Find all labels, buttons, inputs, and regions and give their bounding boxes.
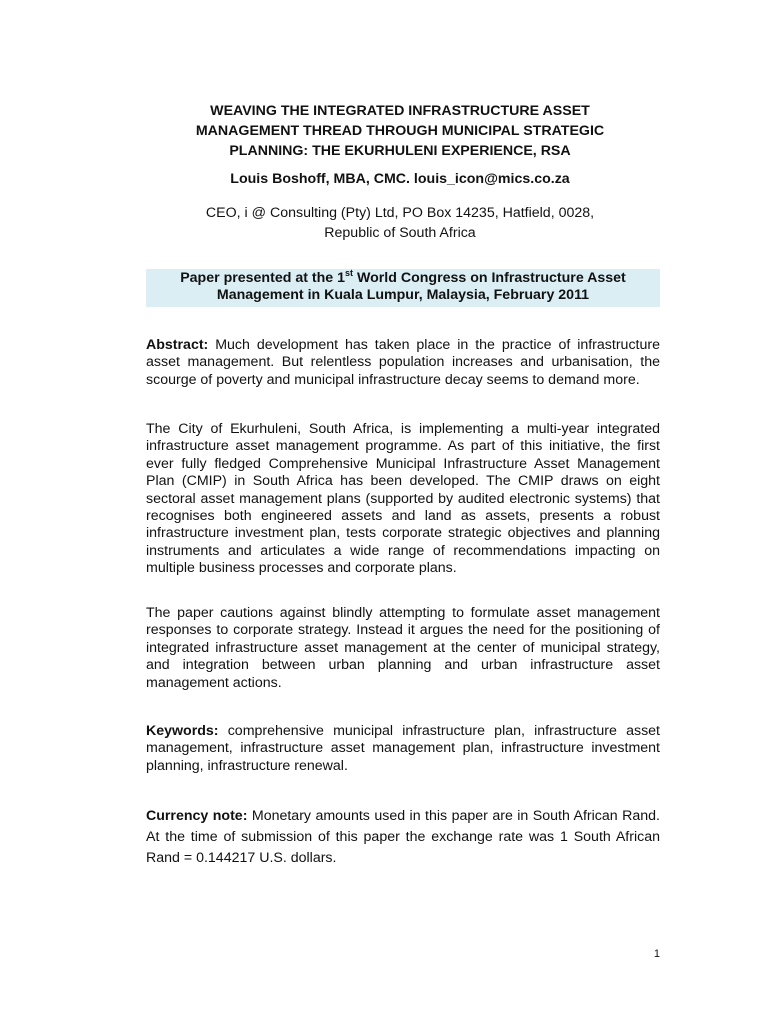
author-line: Louis Boshoff, MBA, CMC. louis_icon@mics.co.za [230, 171, 570, 187]
affiliation [140, 203, 660, 243]
keywords-paragraph [146, 723, 660, 775]
currency-note-text: Monetary amounts used in this paper are in South African Rand. At the time of submission of this paper the exchange rate was 1 South African Rand = 0.144217 U.S. dollars. [146, 808, 660, 866]
body-paragraph-3: The paper cautions against blindly attempting to formulate asset management responses to corporate strategy. Instead it argues the need for the positioning of integrated infrastructure asset management at the center of municipal strategy, and integration between urban planning and urban infrastructure asset management actions. [146, 605, 660, 691]
abstract-paragraph [146, 337, 660, 389]
banner-superscript: st [345, 268, 354, 278]
conference-banner [146, 269, 660, 307]
banner-line-1 [146, 270, 660, 287]
title-line-3: PLANNING: THE EKURHULENI EXPERIENCE, RSA [229, 143, 571, 159]
currency-note-paragraph [146, 806, 660, 869]
abstract-label: Abstract: [146, 337, 209, 353]
keywords-text: comprehensive municipal infrastructure plan, infrastructure asset management, infrastructure asset management plan, infrastructure investment planning, infrastructure renewal. [146, 723, 660, 774]
keywords-label: Keywords: [146, 723, 219, 739]
banner-line-2: Management in Kuala Lumpur, Malaysia, February 2011 [216, 287, 590, 303]
affiliation-line-1: CEO, i @ Consulting (Pty) Ltd, PO Box 14235, Hatfield, 0028, [205, 205, 595, 221]
paper-title [140, 101, 660, 161]
currency-note-label: Currency note: [146, 808, 248, 824]
title-line-1: WEAVING THE INTEGRATED INFRASTRUCTURE ASSET [210, 103, 590, 119]
title-line-2: MANAGEMENT THREAD THROUGH MUNICIPAL STRATEGIC [195, 123, 605, 139]
banner-text-after: World Congress on Infrastructure Asset [353, 270, 626, 286]
abstract-text: Much development has taken place in the practice of infrastructure asset management. But relentless population increases and urbanisation, the scourge of poverty and municipal infrastructure decay seems to demand more. [146, 337, 660, 388]
banner-text-before: Paper presented at the 1 [180, 270, 345, 286]
page-number: 1 [653, 948, 660, 960]
body-paragraph-2: The City of Ekurhuleni, South Africa, is implementing a multi-year integrated infrastructure asset management programme. As part of this initiative, the first ever fully fledged Comprehensive Municipal Infrastructure Asset Management Plan (CMIP) in South Africa has been developed. The CMIP draws on eight sectoral asset management plans (supported by audited electronic systems) that recognises both engineered assets and land as assets, presents a robust infrastructure investment plan, tests corporate strategic objectives and planning instruments and articulates a wide range of recommendations impacting on multiple business processes and corporate plans. [146, 421, 660, 577]
affiliation-line-2: Republic of South Africa [324, 225, 476, 241]
